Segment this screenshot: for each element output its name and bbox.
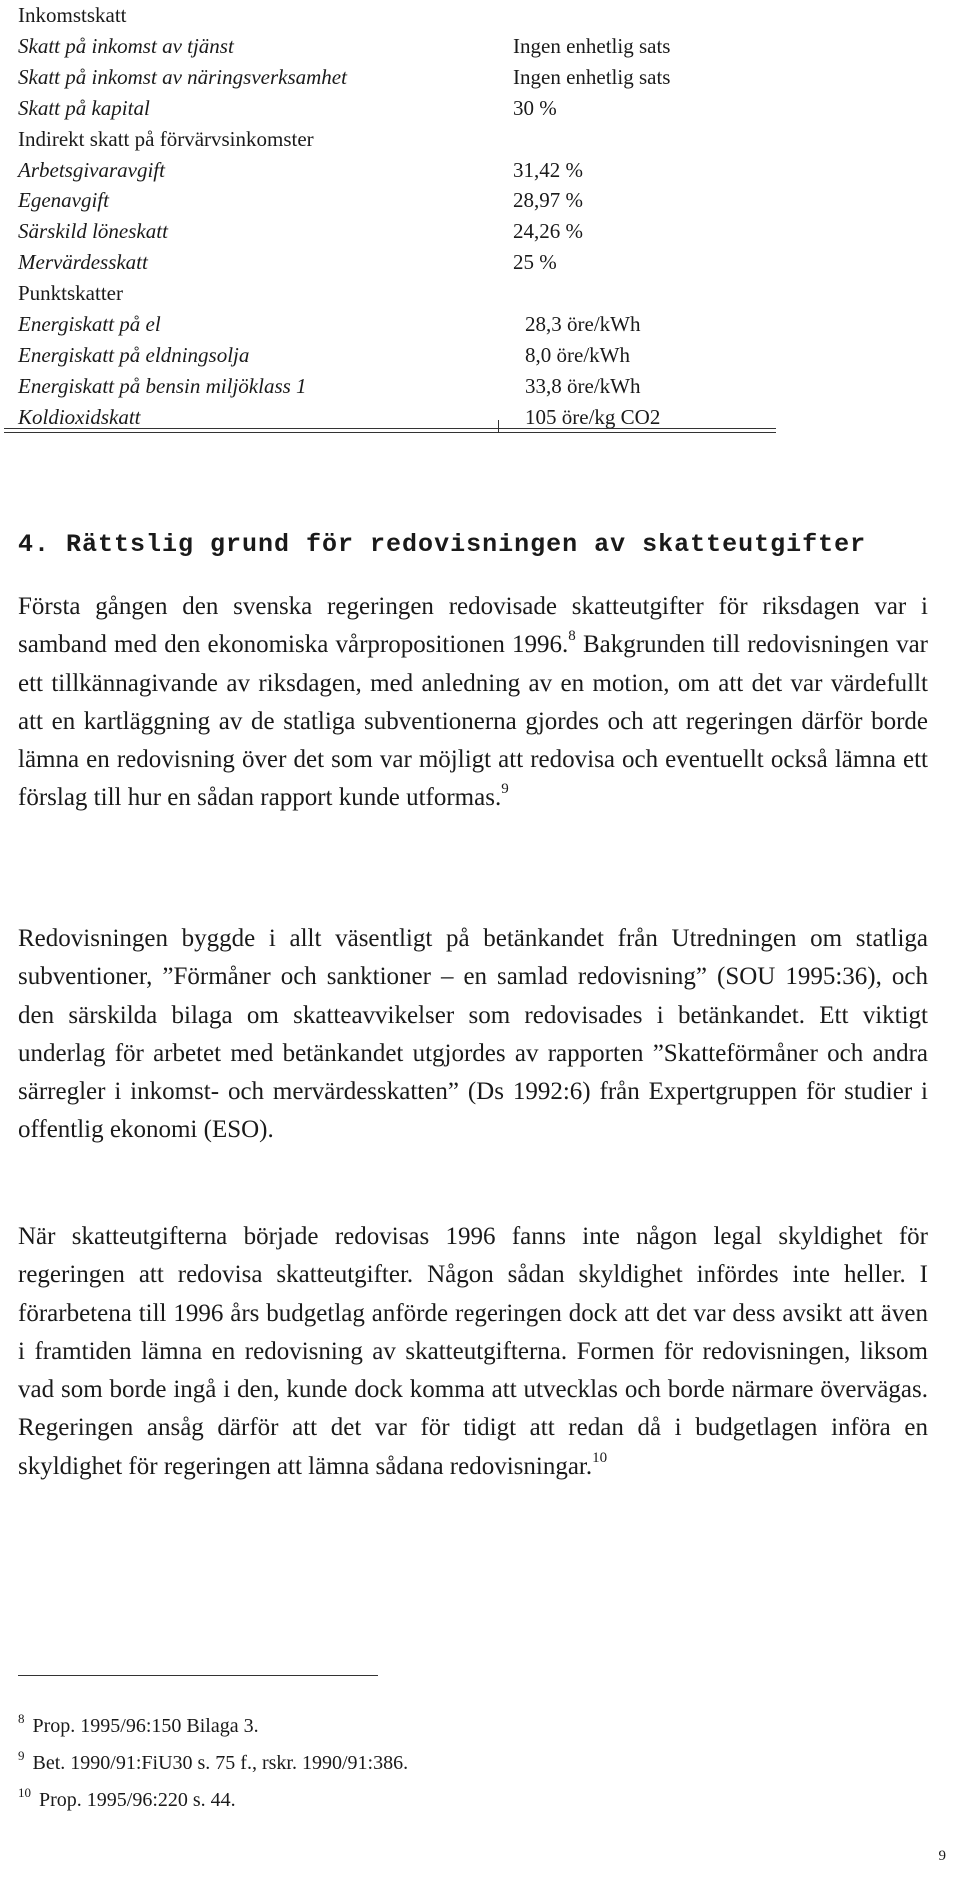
table-row-label: Energiskatt på bensin miljöklass 1 [18,373,307,398]
table-row-label: Koldioxidskatt [18,404,141,429]
table-row-label: Energiskatt på eldningsolja [18,342,250,367]
table-row-label: Indirekt skatt på förvärvsinkomster [18,126,314,151]
footnote-number: 10 [18,1785,31,1800]
section-heading: 4. Rättslig grund för redovisningen av skatteutgifter [18,530,867,559]
table-column-divider [498,420,499,432]
paragraph-1 [18,588,928,818]
paragraph-3 [18,1218,928,1486]
table-row-value: 25 % [513,250,557,275]
footnote-text: Bet. 1990/91:FiU30 s. 75 f., rskr. 1990/91:386. [32,1752,409,1774]
table-bottom-rule-double [4,432,776,433]
table-row-value: 105 öre/kg CO2 [525,404,661,429]
footnote-9 [18,1750,408,1776]
table-row-label: Inkomstskatt [18,3,127,27]
table-row-label: Energiskatt på el [18,312,161,336]
footnote-number: 8 [18,1711,25,1726]
paragraph-2: Redovisningen byggde i allt väsentligt på betänkandet från Utredningen om statliga subventioner, ”Förmåner och sanktioner – en samlad redovisning” (SOU 1995:36), och den särskilda bilaga om skatteavvikelser som redovisades i betänkandet. Ett viktigt underlag för arbetet med betänkandet utgjordes av rapporten ”Skatteförmåner och andra särregler i inkomst- och mervärdesskatten” (Ds 1992:6) från Expertgruppen för studier i offentlig ekonomi (ESO). [18,925,928,1144]
table-row-label: Skatt på inkomst av tjänst [18,33,234,58]
footnote-ref-9: 9 [501,781,509,798]
footnote-8 [18,1713,259,1739]
table-row-label: Mervärdesskatt [18,250,148,275]
footnote-text: Prop. 1995/96:220 s. 44. [39,1789,236,1811]
paragraph-3-text: När skatteutgifterna började redovisas 1996 fanns inte någon legal skyldighet för regeringen att redovisa skatteutgifter. Någon sådan skyldighet infördes inte heller. I förarbetena till 1996 års budgetlag anförde regeringen dock att det var dess avsikt att även i framtiden lämna en redovisning av skatteutgifterna. Formen för redovisningen, liksom vad som borde ingå i den, kunde dock komma att utvecklas och borde närmare övervägas. Regeringen ansåg därför att det var för tidigt att redan då i budgetlagen införa en skyldighet för regeringen att lämna sådana redovisningar. [18,1223,928,1480]
footnote-ref-8: 8 [568,628,576,645]
paragraph-1-text-a: Första gången den svenska regeringen redovisade skatteutgifter för riksdagen var i samband med den ekonomiska vårpropositionen 1996. [18,593,928,659]
table-row-label: Skatt på kapital [18,95,150,120]
table-row-value: 8,0 öre/kWh [525,342,630,367]
footnote-text: Prop. 1995/96:150 Bilaga 3. [32,1715,259,1737]
table-row-label: Särskild löneskatt [18,219,168,244]
table-row-label: Egenavgift [18,188,109,213]
table-row-value: 24,26 % [513,219,583,244]
table-row-value: 33,8 öre/kWh [525,373,641,398]
footnote-separator [18,1675,378,1676]
table-row-value: 28,97 % [513,188,583,213]
footnote-ref-10: 10 [592,1449,608,1466]
table-row-value: 28,3 öre/kWh [525,312,641,336]
table-row-value: Ingen enhetlig sats [513,64,671,89]
paragraph-1-text-b: Bakgrunden till redovisningen var ett tillkännagivande av riksdagen, med anledning av en motion, om att det var värdefullt att en kartläggning av de statliga subventionerna gjordes och att regeringen därför borde lämna en redovisning över det som var möjligt att redovisa och eventuellt också lämna ett förslag till hur en sådan rapport kunde utformas. [18,631,928,812]
table-row-label: Punktskatter [18,281,123,306]
table-row-value: 31,42 % [513,157,583,182]
footnote-10 [18,1787,236,1813]
table-row-value: Ingen enhetlig sats [513,33,671,58]
table-row-label: Skatt på inkomst av näringsverksamhet [18,64,347,89]
footnote-number: 9 [18,1748,25,1763]
table-row-label: Arbetsgivaravgift [18,157,165,182]
table-row-value: 30 % [513,95,557,120]
page-number: 9 [938,1848,946,1864]
